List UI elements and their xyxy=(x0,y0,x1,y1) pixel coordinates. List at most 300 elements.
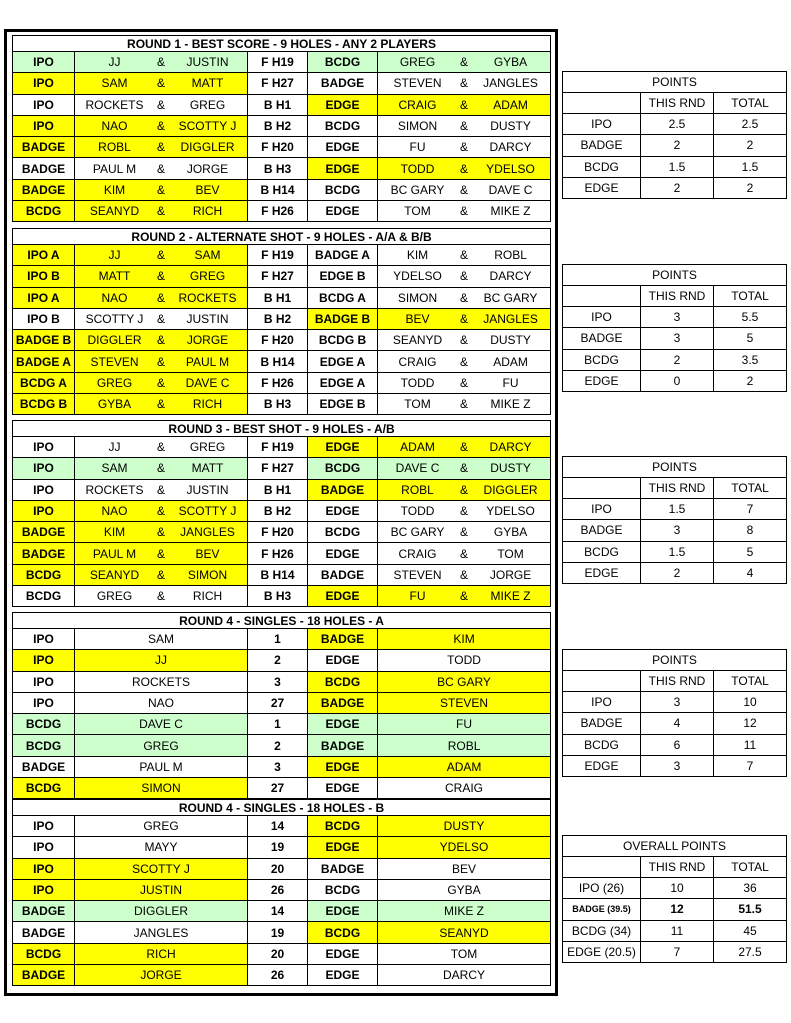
player-name: GREG xyxy=(189,97,226,112)
pair-names xyxy=(378,291,550,305)
player-name: CRAIG xyxy=(398,354,437,369)
pair-names xyxy=(378,248,550,262)
player-name: FU xyxy=(409,140,426,155)
hole-cell: F H20 xyxy=(248,522,308,543)
match-row xyxy=(13,179,551,200)
singles-row xyxy=(13,837,551,858)
hole-cell: 14 xyxy=(248,816,308,837)
left-pair xyxy=(75,179,248,200)
hole-cell: 1 xyxy=(248,629,308,650)
player-name: RICH xyxy=(192,204,223,219)
pair-names xyxy=(378,483,550,497)
ampersand: & xyxy=(156,461,165,476)
player-name: MIKE Z xyxy=(490,397,531,412)
pair-names xyxy=(378,397,550,411)
match-row xyxy=(13,245,551,266)
right-team: EDGE xyxy=(308,837,378,858)
round-points: 3 xyxy=(641,755,714,776)
left-team: BCDG B xyxy=(13,394,75,415)
pair-names xyxy=(378,504,550,518)
singles-panel xyxy=(12,799,550,986)
team-name: EDGE xyxy=(563,562,641,583)
round-points: 11 xyxy=(641,920,714,941)
player-name: SEANYD xyxy=(392,333,443,348)
right-team: BCDG A xyxy=(308,287,378,308)
right-player: MIKE Z xyxy=(378,901,551,922)
right-pair xyxy=(378,394,551,415)
right-player: DARCY xyxy=(378,965,551,986)
match-row xyxy=(13,394,551,415)
points-header-blank xyxy=(563,478,641,499)
left-team: BCDG xyxy=(13,943,75,964)
ampersand: & xyxy=(156,567,165,582)
left-team: BCDG xyxy=(13,735,75,756)
round-points: 10 xyxy=(641,878,714,899)
points-title: POINTS xyxy=(563,650,787,671)
total-points: 11 xyxy=(714,734,787,755)
points-table xyxy=(562,835,787,963)
player-name: GREG xyxy=(96,589,133,604)
left-player: GREG xyxy=(75,735,248,756)
points-row xyxy=(563,370,787,391)
round-points: 1.5 xyxy=(641,541,714,562)
left-pair xyxy=(75,137,248,158)
player-name: DARCY xyxy=(489,140,532,155)
points-row xyxy=(563,562,787,583)
player-name: DAVE C xyxy=(488,182,533,197)
round-table xyxy=(12,35,551,222)
left-team: BADGE xyxy=(13,137,75,158)
player-name: JANGLES xyxy=(483,76,538,91)
singles-row xyxy=(13,650,551,671)
right-pair xyxy=(378,500,551,521)
singles-row xyxy=(13,901,551,922)
right-player: GYBA xyxy=(378,879,551,900)
player-name: GYBA xyxy=(97,397,132,412)
player-name: TOM xyxy=(404,204,431,219)
right-pair xyxy=(378,287,551,308)
points-title-row xyxy=(563,836,787,857)
ampersand: & xyxy=(460,182,469,197)
ampersand: & xyxy=(156,525,165,540)
pair-names xyxy=(378,183,550,197)
hole-cell: B H14 xyxy=(248,564,308,585)
player-name: SCOTTY J xyxy=(178,119,237,134)
ampersand: & xyxy=(460,567,469,582)
ampersand: & xyxy=(460,248,469,263)
ampersand: & xyxy=(156,290,165,305)
round-points: 1.5 xyxy=(641,499,714,520)
singles-row xyxy=(13,714,551,735)
player-name: BC GARY xyxy=(390,525,445,540)
team-name: IPO (26) xyxy=(563,878,641,899)
right-pair xyxy=(378,308,551,329)
right-pair xyxy=(378,351,551,372)
right-team: EDGE xyxy=(308,901,378,922)
round-panel xyxy=(12,35,550,222)
total-points: 4 xyxy=(714,562,787,583)
player-name: SIMON xyxy=(187,567,228,582)
player-name: ROCKETS xyxy=(85,482,144,497)
pair-names xyxy=(75,183,247,197)
player-name: SCOTTY J xyxy=(178,504,237,519)
points-table xyxy=(562,649,787,777)
right-team: EDGE xyxy=(308,586,378,607)
round-table xyxy=(12,420,551,607)
points-row xyxy=(563,499,787,520)
player-name: SAM xyxy=(101,76,128,91)
ampersand: & xyxy=(460,546,469,561)
pair-names xyxy=(75,589,247,603)
player-name: TODD xyxy=(400,504,435,519)
hole-cell: F H20 xyxy=(248,137,308,158)
team-name: BADGE xyxy=(563,520,641,541)
header-this-round: THIS RND xyxy=(641,286,714,307)
header-total: TOTAL xyxy=(714,478,787,499)
player-name: TODD xyxy=(400,375,435,390)
player-name: NAO xyxy=(101,119,128,134)
player-name: RICH xyxy=(192,589,223,604)
header-total: TOTAL xyxy=(714,93,787,114)
player-name: ADAM xyxy=(493,354,528,369)
left-pair xyxy=(75,564,248,585)
hole-cell: F H19 xyxy=(248,437,308,458)
right-team: BADGE xyxy=(308,73,378,94)
left-pair xyxy=(75,73,248,94)
match-row xyxy=(13,115,551,136)
total-points: 45 xyxy=(714,920,787,941)
ampersand: & xyxy=(156,375,165,390)
ampersand: & xyxy=(156,269,165,284)
ampersand: & xyxy=(460,504,469,519)
left-team: BCDG xyxy=(13,201,75,222)
hole-cell: 1 xyxy=(248,714,308,735)
hole-cell: 26 xyxy=(248,879,308,900)
player-name: BC GARY xyxy=(483,290,538,305)
round-points: 3 xyxy=(641,692,714,713)
team-name: IPO xyxy=(563,307,641,328)
right-pair xyxy=(378,543,551,564)
right-team: BADGE xyxy=(308,735,378,756)
points-row xyxy=(563,328,787,349)
right-team: EDGE xyxy=(308,500,378,521)
singles-table xyxy=(12,799,551,986)
team-name: BCDG xyxy=(563,734,641,755)
right-player: FU xyxy=(378,714,551,735)
player-name: JORGE xyxy=(489,567,532,582)
right-pair xyxy=(378,458,551,479)
left-team: IPO xyxy=(13,650,75,671)
player-name: MATT xyxy=(98,269,131,284)
left-pair xyxy=(75,330,248,351)
left-pair xyxy=(75,94,248,115)
hole-cell: 3 xyxy=(248,756,308,777)
left-team: BCDG xyxy=(13,714,75,735)
ampersand: & xyxy=(156,504,165,519)
player-name: NAO xyxy=(101,504,128,519)
singles-row xyxy=(13,778,551,799)
hole-cell: 20 xyxy=(248,858,308,879)
singles-title: ROUND 4 - SINGLES - 18 HOLES - A xyxy=(13,613,551,629)
hole-cell: 3 xyxy=(248,671,308,692)
pair-names xyxy=(378,568,550,582)
ampersand: & xyxy=(156,440,165,455)
points-panel xyxy=(562,649,786,777)
pair-names xyxy=(378,547,550,561)
left-pair xyxy=(75,308,248,329)
hole-cell: B H14 xyxy=(248,351,308,372)
ampersand: & xyxy=(460,312,469,327)
round-title: ROUND 3 - BEST SHOT - 9 HOLES - A/B xyxy=(13,421,551,437)
player-name: JUSTIN xyxy=(186,482,229,497)
player-name: ROBL xyxy=(98,140,131,155)
hole-cell: B H1 xyxy=(248,94,308,115)
left-team: BADGE B xyxy=(13,330,75,351)
left-pair xyxy=(75,351,248,372)
player-name: SEANYD xyxy=(89,204,140,219)
left-player: JJ xyxy=(75,650,248,671)
ampersand: & xyxy=(156,546,165,561)
total-points: 2 xyxy=(714,370,787,391)
left-player: SCOTTY J xyxy=(75,858,248,879)
right-team: EDGE xyxy=(308,94,378,115)
points-panel xyxy=(562,264,786,392)
pair-names xyxy=(75,204,247,218)
total-points: 5 xyxy=(714,328,787,349)
player-name: ADAM xyxy=(400,440,435,455)
player-name: JJ xyxy=(108,248,121,263)
pair-names xyxy=(378,440,550,454)
ampersand: & xyxy=(460,140,469,155)
pair-names xyxy=(75,397,247,411)
hole-cell: F H19 xyxy=(248,52,308,73)
points-header-row xyxy=(563,93,787,114)
player-name: BEV xyxy=(405,312,430,327)
team-name: IPO xyxy=(563,114,641,135)
hole-cell: 20 xyxy=(248,943,308,964)
match-row xyxy=(13,158,551,179)
ampersand: & xyxy=(156,97,165,112)
left-player: JUSTIN xyxy=(75,879,248,900)
points-row xyxy=(563,349,787,370)
hole-cell: F H27 xyxy=(248,73,308,94)
pair-names xyxy=(75,568,247,582)
player-name: BEV xyxy=(195,546,220,561)
player-name: DIGGLER xyxy=(180,140,235,155)
player-name: CRAIG xyxy=(398,97,437,112)
points-row xyxy=(563,899,787,920)
player-name: MATT xyxy=(191,76,224,91)
hole-cell: B H3 xyxy=(248,394,308,415)
right-pair xyxy=(378,73,551,94)
ampersand: & xyxy=(460,375,469,390)
right-team: EDGE xyxy=(308,943,378,964)
singles-table xyxy=(12,612,551,799)
left-player: SAM xyxy=(75,629,248,650)
player-name: TODD xyxy=(400,161,435,176)
pair-names xyxy=(378,333,550,347)
pair-names xyxy=(378,140,550,154)
left-team: IPO xyxy=(13,94,75,115)
team-name: IPO xyxy=(563,499,641,520)
team-name: BADGE xyxy=(563,328,641,349)
singles-row xyxy=(13,965,551,986)
right-pair xyxy=(378,158,551,179)
left-pair xyxy=(75,458,248,479)
left-team: IPO B xyxy=(13,308,75,329)
left-team: IPO xyxy=(13,879,75,900)
points-header-row xyxy=(563,671,787,692)
singles-row xyxy=(13,735,551,756)
left-team: IPO xyxy=(13,479,75,500)
player-name: GREG xyxy=(96,375,133,390)
match-row xyxy=(13,543,551,564)
points-title-row xyxy=(563,650,787,671)
left-pair xyxy=(75,394,248,415)
points-header-blank xyxy=(563,671,641,692)
left-team: IPO xyxy=(13,73,75,94)
player-name: DAVE C xyxy=(395,461,440,476)
pair-names xyxy=(75,333,247,347)
points-row xyxy=(563,920,787,941)
points-row xyxy=(563,878,787,899)
player-name: FU xyxy=(409,589,426,604)
left-pair xyxy=(75,479,248,500)
singles-row xyxy=(13,629,551,650)
hole-cell: F H19 xyxy=(248,245,308,266)
left-player: NAO xyxy=(75,692,248,713)
player-name: ROBL xyxy=(401,482,434,497)
left-team: BADGE xyxy=(13,901,75,922)
ampersand: & xyxy=(156,248,165,263)
player-name: SEANYD xyxy=(89,567,140,582)
right-pair xyxy=(378,522,551,543)
hole-cell: 27 xyxy=(248,692,308,713)
singles-row xyxy=(13,816,551,837)
header-this-round: THIS RND xyxy=(641,671,714,692)
total-points: 5 xyxy=(714,541,787,562)
player-name: JJ xyxy=(108,440,121,455)
round-points: 12 xyxy=(641,899,714,920)
pair-names xyxy=(75,483,247,497)
right-pair xyxy=(378,245,551,266)
left-team: BADGE xyxy=(13,158,75,179)
pair-names xyxy=(75,248,247,262)
points-title: POINTS xyxy=(563,265,787,286)
total-points: 2 xyxy=(714,177,787,198)
ampersand: & xyxy=(156,76,165,91)
left-team: BADGE xyxy=(13,922,75,943)
team-name: BADGE xyxy=(563,713,641,734)
right-pair xyxy=(378,137,551,158)
left-team: BCDG A xyxy=(13,372,75,393)
hole-cell: 2 xyxy=(248,650,308,671)
round-points: 3 xyxy=(641,520,714,541)
right-pair xyxy=(378,330,551,351)
player-name: MIKE Z xyxy=(490,589,531,604)
header-this-round: THIS RND xyxy=(641,478,714,499)
match-row xyxy=(13,458,551,479)
round-points: 1.5 xyxy=(641,156,714,177)
pair-names xyxy=(378,355,550,369)
left-pair xyxy=(75,437,248,458)
singles-row xyxy=(13,756,551,777)
hole-cell: B H2 xyxy=(248,500,308,521)
points-header-blank xyxy=(563,857,641,878)
player-name: DIGGLER xyxy=(87,333,142,348)
player-name: DUSTY xyxy=(490,333,531,348)
pair-names xyxy=(75,269,247,283)
singles-title-row xyxy=(13,613,551,629)
team-name: BCDG xyxy=(563,349,641,370)
round-points: 2 xyxy=(641,177,714,198)
player-name: GREG xyxy=(189,440,226,455)
match-row xyxy=(13,372,551,393)
round-panel xyxy=(12,228,550,415)
left-team: BADGE A xyxy=(13,351,75,372)
player-name: SAM xyxy=(101,461,128,476)
right-team: BADGE xyxy=(308,629,378,650)
player-name: KIM xyxy=(103,525,126,540)
points-table xyxy=(562,456,787,584)
ampersand: & xyxy=(460,589,469,604)
player-name: STEVEN xyxy=(393,76,442,91)
round-table xyxy=(12,228,551,415)
hole-cell: 26 xyxy=(248,965,308,986)
round-title-row xyxy=(13,229,551,245)
left-pair xyxy=(75,52,248,73)
total-points: 2.5 xyxy=(714,114,787,135)
singles-title-row xyxy=(13,800,551,816)
points-row xyxy=(563,541,787,562)
pair-names xyxy=(75,162,247,176)
round-points: 2.5 xyxy=(641,114,714,135)
right-team: EDGE xyxy=(308,137,378,158)
singles-row xyxy=(13,943,551,964)
right-team: BCDG xyxy=(308,522,378,543)
right-team: EDGE xyxy=(308,650,378,671)
pair-names xyxy=(378,204,550,218)
points-table xyxy=(562,71,787,199)
ampersand: & xyxy=(156,140,165,155)
right-pair xyxy=(378,52,551,73)
points-header-blank xyxy=(563,286,641,307)
ampersand: & xyxy=(156,397,165,412)
header-total: TOTAL xyxy=(714,671,787,692)
pair-names xyxy=(378,98,550,112)
left-team: IPO B xyxy=(13,266,75,287)
right-player: BEV xyxy=(378,858,551,879)
round-points: 3 xyxy=(641,307,714,328)
ampersand: & xyxy=(460,482,469,497)
ampersand: & xyxy=(460,397,469,412)
hole-cell: F H26 xyxy=(248,201,308,222)
header-total: TOTAL xyxy=(714,286,787,307)
overall-points-panel xyxy=(562,835,786,963)
ampersand: & xyxy=(156,204,165,219)
singles-title: ROUND 4 - SINGLES - 18 HOLES - B xyxy=(13,800,551,816)
player-name: DUSTY xyxy=(490,119,531,134)
points-row xyxy=(563,177,787,198)
team-name: BADGE (39.5) xyxy=(563,899,641,920)
team-name: BCDG xyxy=(563,541,641,562)
match-row xyxy=(13,586,551,607)
pair-names xyxy=(75,55,247,69)
left-pair xyxy=(75,586,248,607)
singles-panel xyxy=(12,612,550,799)
round-title-row xyxy=(13,36,551,52)
right-pair xyxy=(378,564,551,585)
